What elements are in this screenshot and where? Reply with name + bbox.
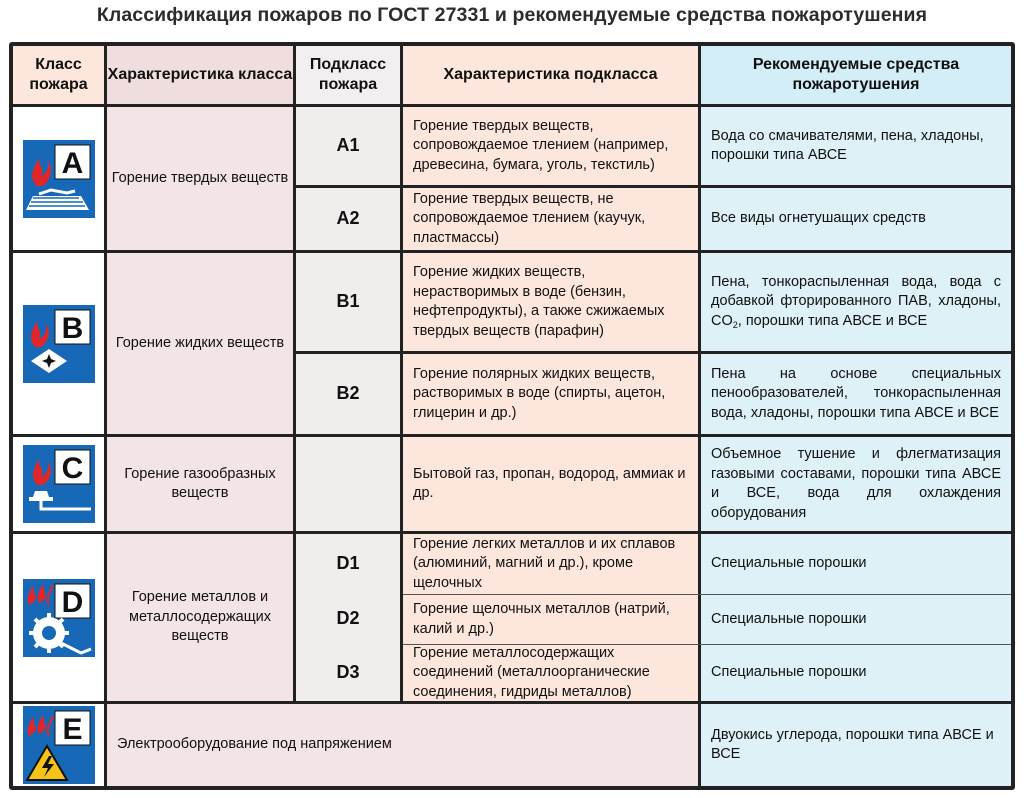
subclass-a2-code: A2 <box>296 188 400 250</box>
subclass-b1-means-text: Пена, тонкораспыленная вода, вода с добавкой фторированного ПАВ, хладоны, CO <box>711 273 1001 329</box>
subclass-b2-code: B2 <box>296 354 400 434</box>
header-subclass: Подкласс пожара <box>296 46 400 104</box>
subclass-c-means-text: Объемное тушение и флегматизация газовыми составами, порошки типа АВСЕ и ВСЕ, вода для охлаждения оборудования <box>711 446 1001 521</box>
subclass-b2-means-text: Пена на основе специальных пенообразователей, тонкораспыленная вода, хладоны, порошки типа АВСЕ и ВСЕ <box>711 365 1001 421</box>
header-means: Рекомендуемые средства пожаротушения <box>701 46 1011 104</box>
svg-text:B: B <box>61 311 83 345</box>
subclass-d2-means: Специальные порошки <box>701 595 1011 644</box>
subclass-d2-code: D2 <box>296 594 400 644</box>
subclass-d3-code: D3 <box>296 644 400 701</box>
class-e-description: Электрооборудование под напряжением <box>107 704 698 786</box>
subclass-c-code <box>296 437 400 531</box>
row-divider <box>403 594 1011 595</box>
subclass-b1-means <box>701 253 1011 351</box>
classification-table <box>9 42 1015 790</box>
svg-text:A: A <box>61 146 83 180</box>
fire-class-d-metal-icon <box>23 579 95 657</box>
subclass-b2-description: Горение полярных жидких веществ, растворимых в воде (спирты, ацетон, глицерин и др.) <box>403 354 698 434</box>
subclass-d1-means: Специальные порошки <box>701 534 1011 594</box>
subclass-a2-description: Горение твердых веществ, не сопровождаемое тлением (каучук, пластмассы) <box>403 188 698 250</box>
subclass-c-means <box>701 437 1011 531</box>
class-a-icon-cell <box>13 107 104 250</box>
class-b-description: Горение жидких веществ <box>107 253 293 434</box>
subclass-b1-code: B1 <box>296 253 400 351</box>
fire-class-a-solid-icon <box>23 140 95 218</box>
subclass-a2-means: Все виды огнетушащих средств <box>701 188 1011 250</box>
co2-subscript: 2 <box>732 319 738 330</box>
page-title: Классификация пожаров по ГОСТ 27331 и рекомендуемые средства пожаротушения <box>96 4 928 26</box>
class-a-description: Горение твердых веществ <box>107 107 293 250</box>
svg-text:D: D <box>61 585 83 619</box>
svg-text:E: E <box>61 713 83 746</box>
subclass-a1-means: Вода со смачивателями, пена, хладоны, порошки типа АВСЕ <box>701 107 1011 185</box>
row-divider <box>403 644 1011 645</box>
header-subclass-characteristic: Характеристика подкласса <box>403 46 698 104</box>
class-e-means: Двуокись углерода, порошки типа АВСЕ и ВСЕ <box>701 704 1011 786</box>
class-d-description: Горение металлов и металлосодержащих веществ <box>107 534 293 701</box>
subclass-d1-code: D1 <box>296 534 400 594</box>
fire-class-b-liquid-icon <box>23 305 95 383</box>
subclass-d3-description: Горение металлосодержащих соединений (металлоорганические соединения, гидриды металлов) <box>403 645 698 701</box>
fire-class-e-electric-icon <box>23 706 95 784</box>
class-c-description: Горение газообразных веществ <box>107 437 293 531</box>
header-class: Класс пожара <box>13 46 104 104</box>
subclass-b2-means <box>701 354 1011 434</box>
class-c-icon-cell <box>13 437 104 531</box>
header-class-characteristic: Характеристика класса <box>107 46 293 104</box>
subclass-d1-description: Горение легких металлов и их сплавов (алюминий, магний и др.), кроме щелочных <box>403 534 698 594</box>
class-e-icon-cell <box>13 704 104 786</box>
subclass-d3-means: Специальные порошки <box>701 645 1011 701</box>
fire-class-c-gas-icon <box>23 445 95 523</box>
class-d-icon-cell <box>13 534 104 701</box>
subclass-c-description: Бытовой газ, пропан, водород, аммиак и др. <box>403 437 698 531</box>
subclass-b1-description: Горение жидких веществ, нерастворимых в воде (бензин, нефтепродукты), а также сжижаемых твердых веществ (парафин) <box>403 253 698 351</box>
subclass-b1-means-text-end: , порошки типа АВСЕ и ВСЕ <box>737 312 928 329</box>
subclass-a1-code: A1 <box>296 107 400 185</box>
svg-text:C: C <box>61 452 83 485</box>
class-b-icon-cell <box>13 253 104 434</box>
subclass-d2-description: Горение щелочных металлов (натрий, калий и др.) <box>403 595 698 644</box>
subclass-a1-description: Горение твердых веществ, сопровождаемое тлением (например, древесина, бумага, уголь, текстиль) <box>403 107 698 185</box>
